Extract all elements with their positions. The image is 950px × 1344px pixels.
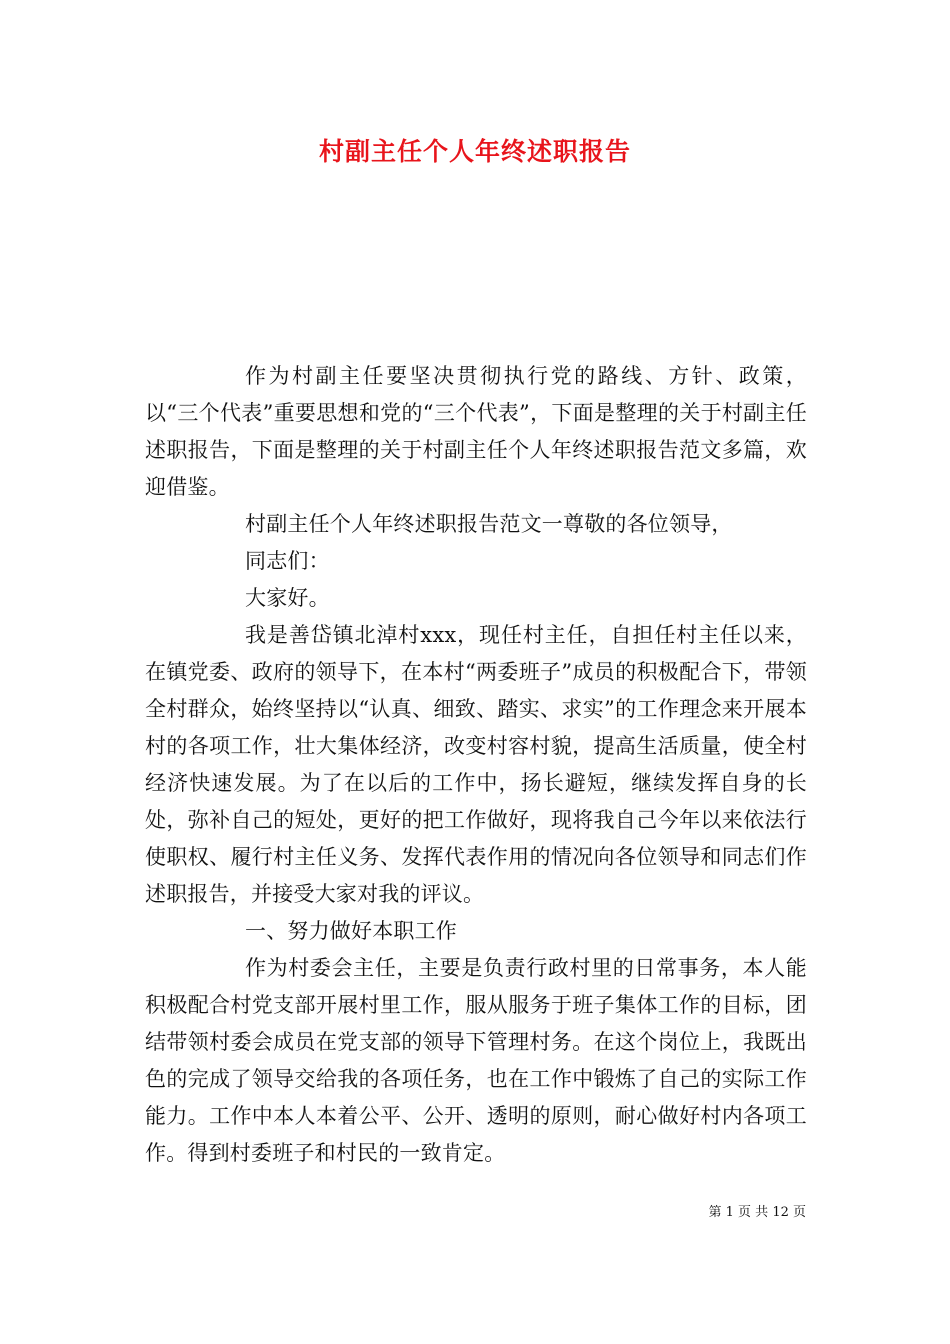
document-body [145,358,807,1172]
paragraph-greeting: 大家好。 [245,586,330,610]
page-number-footer: 第 1 页 共 12 页 [708,1205,806,1220]
paragraph-intro: 作为村副主任要坚决贯彻执行党的路线、方针、政策，以“三个代表”重要思想和党的“三个代表”，下面是整理的关于村副主任述职报告，下面是整理的关于村副主任个人年终述职报告范文多篇，欢迎借鉴。 [145,364,807,499]
paragraph-self-introduction: 我是善岱镇北淖村xxx，现任村主任，自担任村主任以来，在镇党委、政府的领导下，在本村“两委班子”成员的积极配合下，带领全村群众，始终坚持以“认真、细致、踏实、求实”的工作理念来开展本村的各项工作，壮大集体经济，改变村容村貌，提高生活质量，使全村经济快速发展。为了在以后的工作中，扬长避短，继续发挥自身的长处，弥补自己的短处，更好的把工作做好，现将我自己今年以来依法行使职权、履行村主任义务、发挥代表作用的情况向各位领导和同志们作述职报告，并接受大家对我的评议。 [145,623,807,906]
paragraph-comrades: 同志们： [245,549,330,573]
section-heading-one: 一、努力做好本职工作 [245,919,457,943]
paragraph-salutation: 村副主任个人年终述职报告范文一尊敬的各位领导， [245,512,733,536]
paragraph-duties: 作为村委会主任，主要是负责行政村里的日常事务，本人能积极配合村党支部开展村里工作，服从服务于班子集体工作的目标，团结带领村委会成员在党支部的领导下管理村务。在这个岗位上，我既出色的完成了领导交给我的各项任务，也在工作中锻炼了自己的实际工作能力。工作中本人本着公平、公开、透明的原则，耐心做好村内各项工作。得到村委班子和村民的一致肯定。 [145,956,807,1165]
document-title: 村副主任个人年终述职报告 [318,137,631,166]
